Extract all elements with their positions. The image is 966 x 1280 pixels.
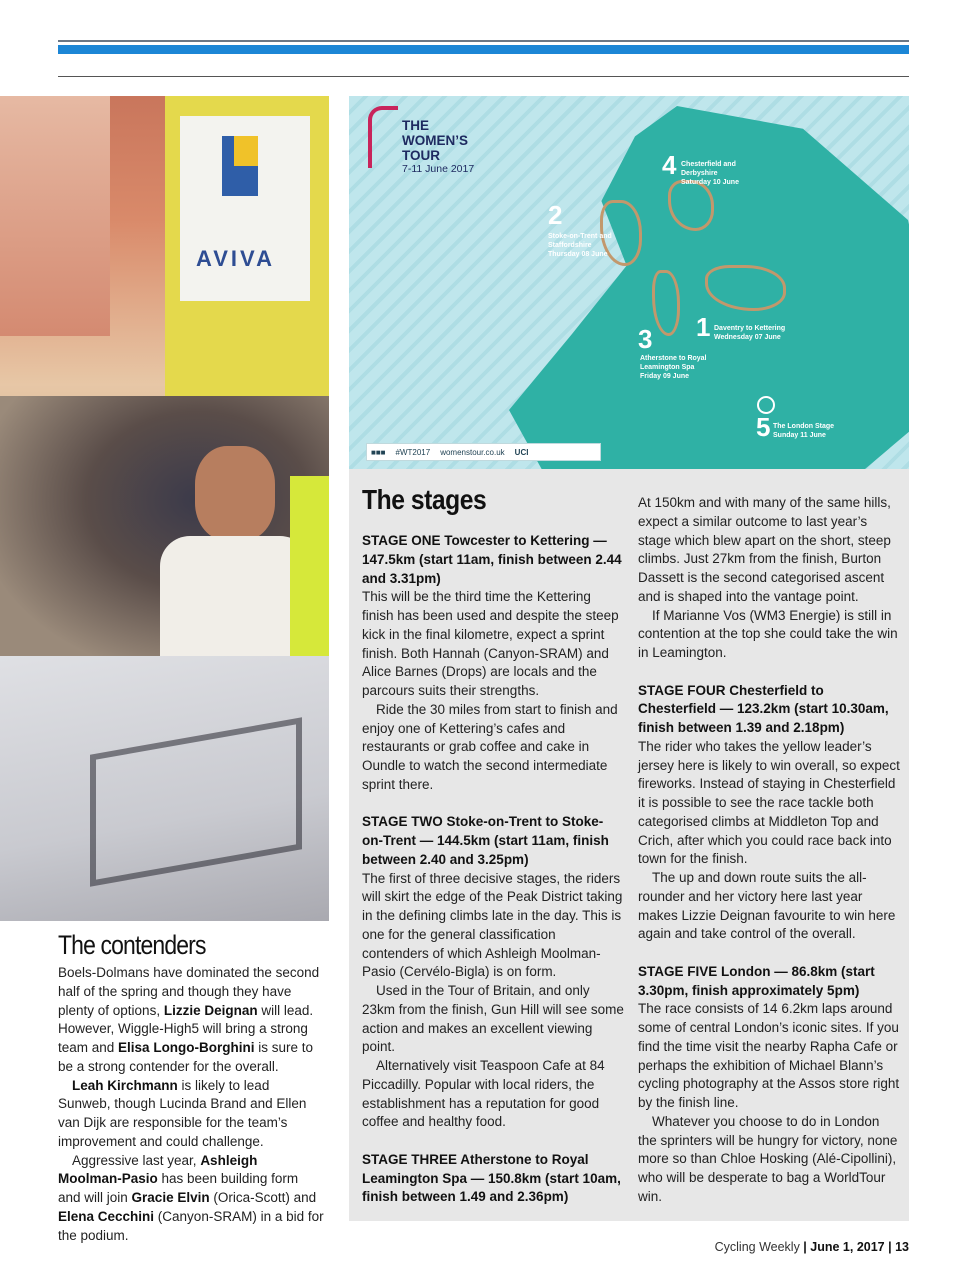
photo-building — [0, 96, 110, 336]
map-title: THE WOMEN’S TOUR — [402, 118, 468, 163]
tour-logo-icon — [368, 106, 398, 168]
social-icons: ■■■ — [371, 447, 386, 457]
stage-two-paragraph-1: The first of three decisive stages, the riders will skirt the edge of the Peak District taking in the defining climbs late in the day. This is one for the general classification contenders of which Ashleigh Moolman-Pasio (Cervélo-Bigla) is on form. — [362, 870, 623, 980]
contenders-paragraph-2: Leah Kirchmann is likely to lead Sunweb, though Lucinda Brand and Ellen van Dijk are responsible for the team’s improvement and could challenge. — [58, 1077, 307, 1149]
stage-5-label: The London Stage Sunday 11 June — [773, 423, 835, 439]
header-rule-top — [58, 40, 909, 42]
photo-hi-vis-vest — [290, 476, 329, 686]
stages-heading: The stages — [362, 484, 487, 515]
uci-logo: UCI — [514, 447, 529, 457]
stage-5-number: 5 — [756, 412, 771, 442]
contenders-paragraph-3: Aggressive last year, Ashleigh Moolman-Pasio has been building form and will join Gracie Elvin (Orica-Scott) and Elena Cecchini (Canyon-SRAM) in a bid for the podium. — [58, 1152, 324, 1243]
stage-4-number: 4 — [662, 150, 677, 180]
stage-2-number: 2 — [548, 200, 563, 230]
stages-column-1 — [362, 532, 624, 1207]
page-footer: Cycling Weekly | June 1, 2017 | 13 — [714, 1240, 909, 1254]
photo-sponsor-text: AVIVA — [196, 246, 275, 271]
stage-3-number: 3 — [638, 324, 653, 354]
race-photo — [0, 96, 329, 921]
stage-one-paragraph-2: Ride the 30 miles from start to finish and enjoy one of Kettering’s cafes and restaurants or grab coffee and cake in Oundle to watch the second intermediate sprint there. — [362, 701, 618, 792]
header-accent-bar — [58, 45, 909, 54]
stage-four-heading: STAGE FOUR Chesterfield to Chesterfield — 123.2km (start 10.30am, finish between 1.39 and 2.18pm) — [638, 682, 889, 735]
stage-four-paragraph-2: The up and down route suits the all-rounder and her victory here last year makes Lizzie Deignan favourite to win here again and take control of the overall. — [638, 870, 896, 942]
stage-one-heading: STAGE ONE Towcester to Kettering — 147.5km (start 11am, finish between 2.44 and 3.31pm) — [362, 533, 622, 586]
stage-five-heading: STAGE FIVE London — 86.8km (start 3.30pm, finish approximately 5pm) — [638, 963, 875, 998]
stage-one-paragraph-1: This will be the third time the Kettering finish has been used and despite the steep kick in the final kilometre, expect a sprint finish. Both Hannah (Canyon-SRAM) and Alice Barnes (Drops) are locals and the parcours suits their strengths. — [362, 589, 619, 698]
stage-three-heading: STAGE THREE Atherstone to Royal Leamington Spa — 150.8km (start 10am, finish between 1.49 and 2.36pm) — [362, 1151, 621, 1205]
contenders-paragraph-1: Boels-Dolmans have dominated the second half of the spring and though they have plenty of options, Lizzie Deignan will lead. However, Wiggle-High5 will bring a strong team and Elisa Longo-Borghini is sure to be a strong contender for the overall. — [58, 965, 320, 1074]
contenders-heading: The contenders — [58, 930, 206, 960]
map-website: womenstour.co.uk — [440, 447, 505, 457]
stage-four-paragraph-1: The rider who takes the yellow leader’s jersey here is likely to win overall, so expect fireworks. Instead of staying in Chesterfield it is possible to see the race tackle both categorised climbs at Middleton Top and Crich, after which you could race back into town for the finish. — [638, 738, 900, 867]
stage-1-label: Daventry to Kettering Wednesday 07 June — [714, 325, 786, 341]
stage-three-paragraph-1: At 150km and with many of the same hills, expect a similar outcome to last year’s stage which blew apart on the short, steep climbs. Just 27km from the finish, Burton Dassett is the second categorised ascent and is shaped into the vantage point. — [638, 495, 891, 604]
stage-two-heading: STAGE TWO Stoke-on-Trent to Stoke-on-Trent — 144.5km (start 11am, finish between 2.40 and 3.25pm) — [362, 814, 609, 867]
photo-spectator-head — [195, 446, 275, 541]
aviva-logo-accent-icon — [234, 136, 258, 166]
stage-2-label: Stoke-on-Trent and Staffordshire Thursday 08 June — [548, 233, 612, 258]
contenders-body — [58, 964, 324, 1245]
stage-two-paragraph-2: Used in the Tour of Britain, and only 23km from the finish, Gun Hill will see some action and makes an excellent viewing point. — [362, 983, 624, 1055]
stage-3-label: Atherstone to Royal Leamington Spa Friday 09 June — [640, 355, 707, 380]
photo-spectator-shirt — [160, 536, 310, 676]
stages-column-2 — [638, 494, 900, 1207]
stage-five-paragraph-1: The race consists of 14 6.2km laps around some of central London’s iconic sites. If you find the time visit the nearby Rapha Cafe or perhaps the exhibition of Michael Blann’s cycling photography at the Assos store right by the finish line. — [638, 1001, 900, 1110]
header-rule-bottom — [58, 76, 909, 77]
stage-4-label: Chesterfield and Derbyshire Saturday 10 June — [681, 161, 739, 186]
stage-1-number: 1 — [696, 312, 711, 342]
stage-three-paragraph-2: If Marianne Vos (WM3 Energie) is still in contention at the top she could take the win in Leamington. — [638, 607, 898, 660]
stage-five-paragraph-2: Whatever you choose to do in London the sprinters will be hungry for victory, none more so than Chloe Hosking (Alé-Cipollini), who will be desperate to bag a WorldTour win. — [638, 1113, 898, 1204]
map-hashtag: #WT2017 — [395, 447, 431, 457]
map-dates: 7-11 June 2017 — [402, 163, 475, 175]
stage-two-paragraph-3: Alternatively visit Teaspoon Cafe at 84 Piccadilly. Popular with local riders, the establishment has a reputation for good coffee and healthy food. — [362, 1058, 605, 1130]
map-footer — [366, 443, 601, 461]
